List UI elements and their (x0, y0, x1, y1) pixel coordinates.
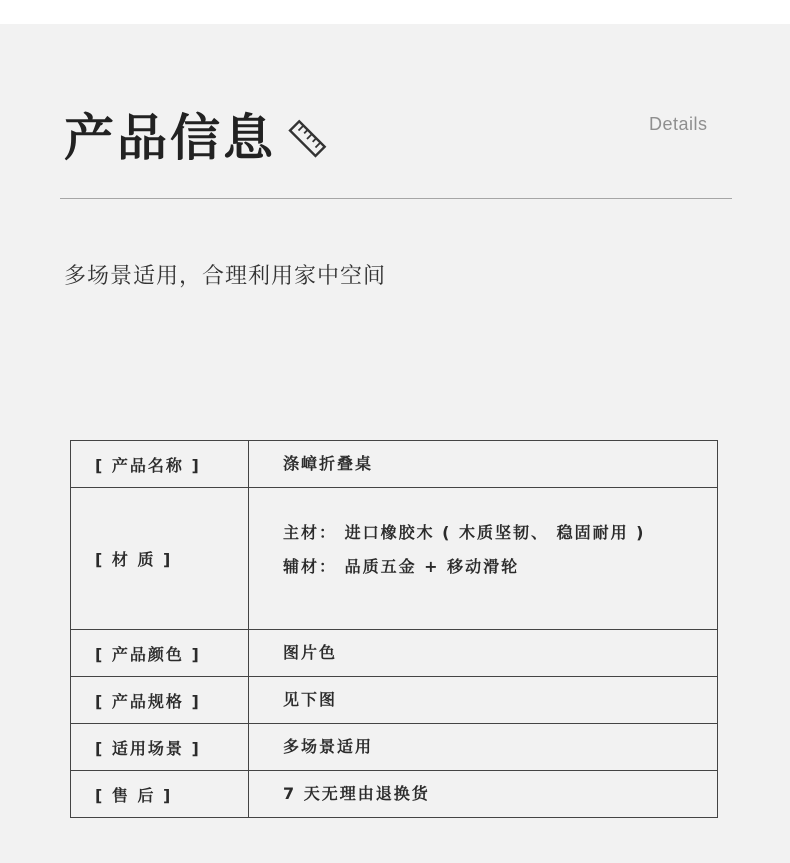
ruler-icon (286, 118, 328, 160)
spec-value-line: 涤嶂折叠桌 (283, 454, 374, 473)
material-lines (283, 516, 717, 584)
spec-value (249, 488, 718, 630)
spec-label: [ 材 质 ] (71, 488, 249, 630)
subtitle: 多场景适用，合理利用家中空间 (64, 264, 387, 289)
spec-row-scene (71, 724, 718, 771)
spec-value-line: 多场景适用 (283, 737, 374, 756)
spec-label: [ 售 后 ] (71, 771, 249, 818)
spec-value-line: 辅材： 品质五金 + 移动滑轮 (283, 556, 520, 576)
spec-row-aftersale (71, 771, 718, 818)
spec-row-color (71, 630, 718, 677)
spec-value (249, 441, 718, 488)
spec-label: [ 适用场景 ] (71, 724, 249, 771)
spec-label: [ 产品规格 ] (71, 677, 249, 724)
spec-value (249, 677, 718, 724)
spec-row-size (71, 677, 718, 724)
spec-value-line: 见下图 (283, 690, 338, 709)
spec-row-material (71, 488, 718, 630)
spec-table (70, 440, 718, 818)
details-tag: Details (649, 114, 708, 134)
spec-label: [ 产品名称 ] (71, 441, 249, 488)
spec-value (249, 630, 718, 677)
spec-value (249, 771, 718, 818)
spec-value-line: 图片色 (283, 643, 338, 662)
spec-row-name (71, 441, 718, 488)
spec-label: [ 产品颜色 ] (71, 630, 249, 677)
spec-value-line: 7 天无理由退换货 (283, 784, 430, 803)
header-divider (60, 198, 732, 199)
spec-value-line: 主材： 进口橡胶木 ( 木质坚韧、 稳固耐用 ) (283, 522, 646, 542)
page-title: 产品信息 (64, 109, 276, 167)
spec-value (249, 724, 718, 771)
